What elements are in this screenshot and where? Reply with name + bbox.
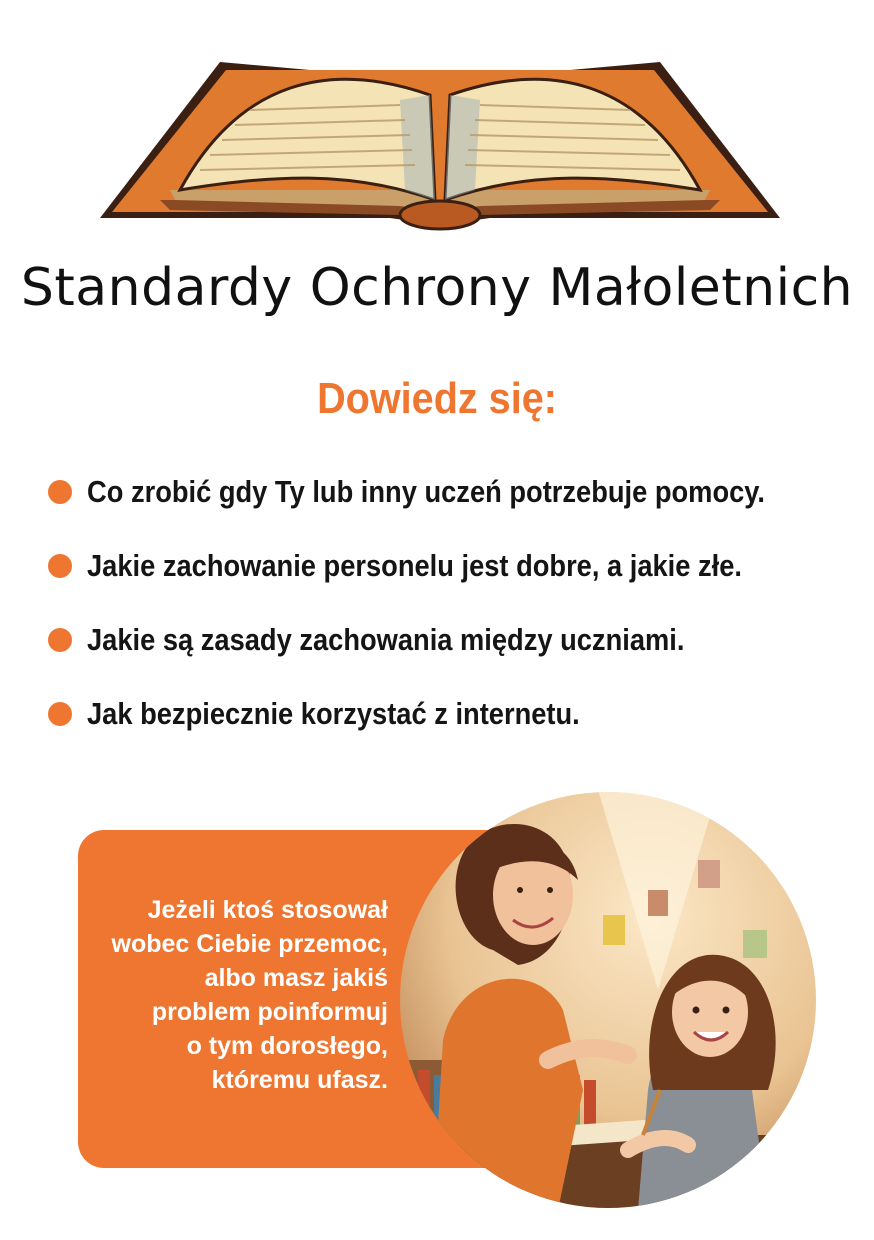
callout-line: albo masz jakiś: [204, 964, 388, 992]
callout-line: problem poinformuj: [151, 998, 388, 1026]
callout-line: Jeżeli ktoś stosował: [147, 896, 388, 924]
teacher-student-illustration: [398, 790, 818, 1210]
list-item-text: Jak bezpiecznie korzystać z internetu.: [87, 696, 580, 731]
bullet-dot-icon: [48, 702, 72, 726]
list-item: [48, 458, 848, 532]
list-item: [48, 680, 848, 754]
callout-text: [90, 893, 388, 1097]
list-item: [48, 532, 848, 606]
callout-line: o tym dorosłego,: [186, 1032, 388, 1060]
bullet-dot-icon: [48, 628, 72, 652]
page-title: Standardy Ochrony Małoletnich: [20, 258, 854, 318]
bullet-dot-icon: [48, 480, 72, 504]
open-book-illustration: [100, 50, 780, 235]
list-item: [48, 606, 848, 680]
list-item-text: Jakie zachowanie personelu jest dobre, a jakie złe.: [87, 548, 742, 583]
bullet-dot-icon: [48, 554, 72, 578]
callout-line: któremu ufasz.: [211, 1066, 388, 1094]
list-item-text: Jakie są zasady zachowania między uczniami.: [87, 622, 685, 657]
bullet-list: [48, 458, 848, 754]
section-heading: Dowiedz się:: [317, 374, 557, 423]
callout-line: wobec Ciebie przemoc,: [111, 930, 388, 958]
list-item-text: Co zrobić gdy Ty lub inny uczeń potrzebuje pomocy.: [87, 474, 766, 509]
